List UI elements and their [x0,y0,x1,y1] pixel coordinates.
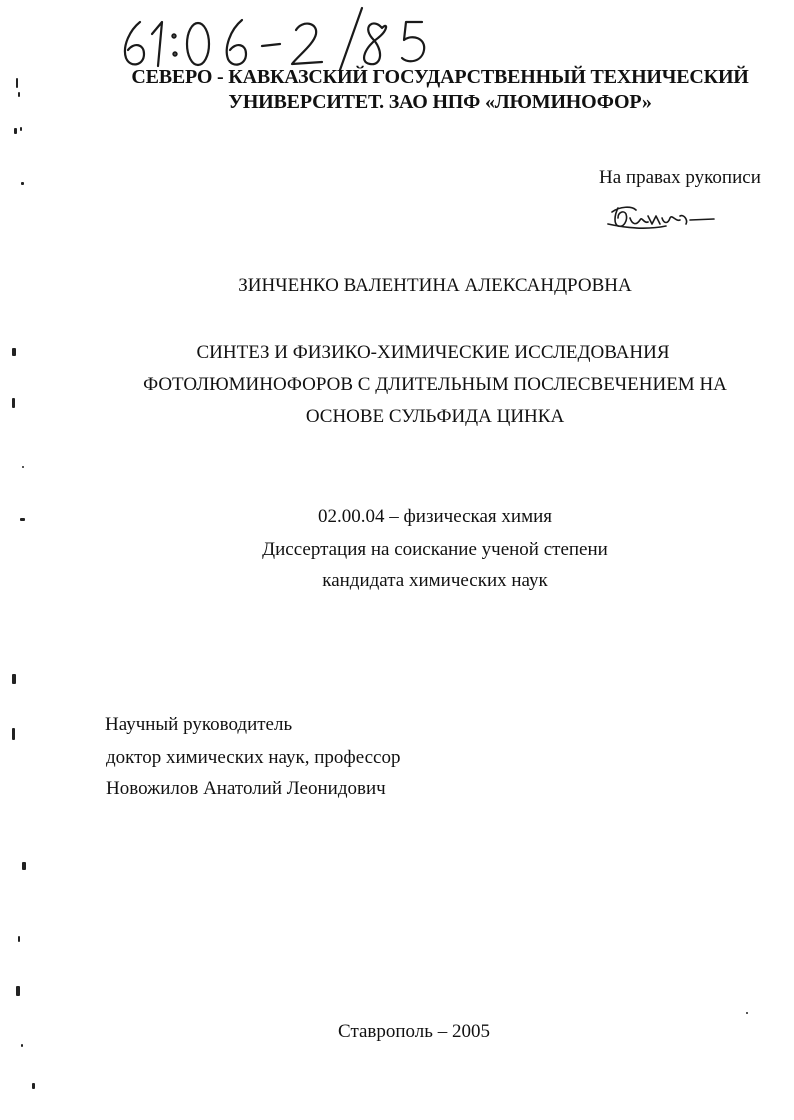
scan-speck [14,128,17,134]
scan-speck [21,1044,23,1047]
specialty-code: 02.00.04 – физическая химия [317,506,552,527]
scan-speck [32,1083,35,1089]
dissertation-title-line-1: СИНТЕЗ И ФИЗИКО-ХИМИЧЕСКИЕ ИССЛЕДОВАНИЯ [196,342,670,363]
author-signature [606,198,718,234]
author-name: ЗИНЧЕНКО ВАЛЕНТИНА АЛЕКСАНДРОВНА [238,275,632,296]
scan-speck [20,127,22,131]
scan-speck [12,398,15,408]
scan-speck [746,1012,748,1014]
dissertation-title-line-2: ФОТОЛЮМИНОФОРОВ С ДЛИТЕЛЬНЫМ ПОСЛЕСВЕЧЕНИЕМ НА [143,374,727,395]
scan-speck [16,78,18,88]
scan-speck [16,986,20,996]
handwritten-code-drawing [112,4,452,74]
scan-speck [18,92,20,97]
degree-line-1: Диссертация на соискание ученой степени [262,539,608,560]
supervisor-rank: доктор химических наук, профессор [106,747,401,768]
scan-speck [22,466,24,468]
supervisor-name: Новожилов Анатолий Леонидович [106,778,386,799]
scan-speck [12,348,16,356]
university-name-line-1: СЕВЕРО - КАВКАЗСКИЙ ГОСУДАРСТВЕННЫЙ ТЕХНИЧЕСКИЙ [131,66,749,88]
signature-drawing [606,198,718,234]
handwritten-archive-code [112,4,452,74]
scan-speck [12,728,15,740]
university-name-line-2: УНИВЕРСИТЕТ. ЗАО НПФ «ЛЮМИНОФОР» [228,91,652,113]
manuscript-rights-note: На правах рукописи [599,167,761,188]
scan-speck [22,862,26,870]
scan-speck [12,674,16,684]
city-year: Ставрополь – 2005 [338,1021,490,1042]
dissertation-title-line-3: ОСНОВЕ СУЛЬФИДА ЦИНКА [305,406,565,427]
supervisor-role: Научный руководитель [105,714,293,735]
scan-speck [18,936,20,942]
degree-line-2: кандидата химических наук [322,570,548,591]
scan-speck [21,182,24,185]
scan-speck [20,518,25,521]
